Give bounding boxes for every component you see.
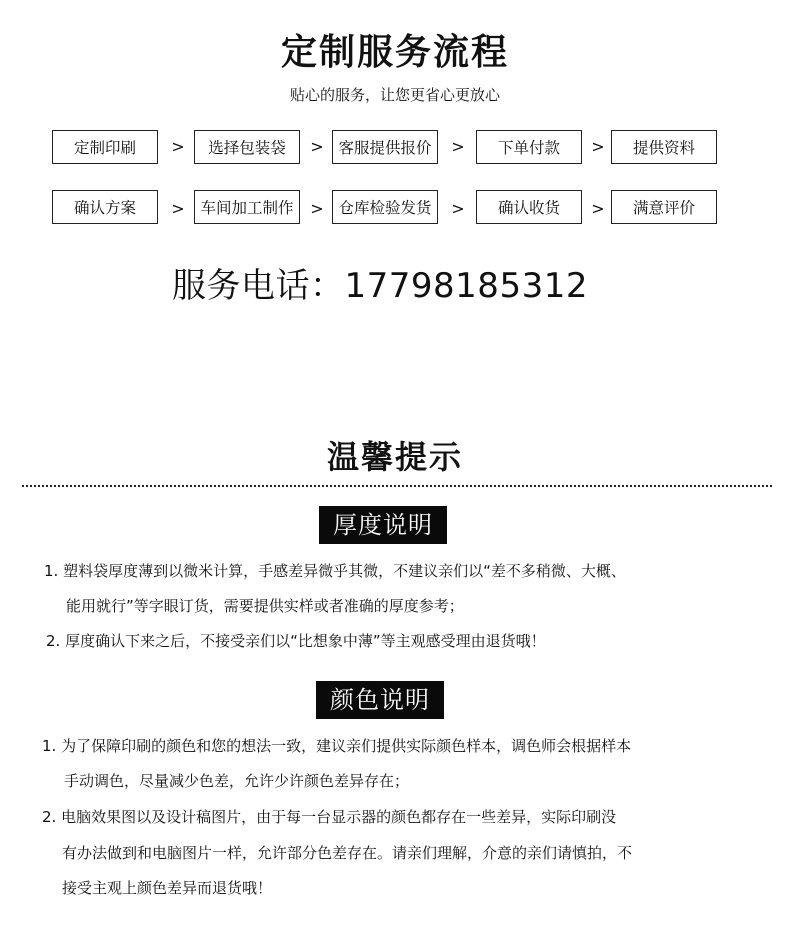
arrow-icon: > <box>310 199 324 218</box>
step-quote: 客服提供报价 <box>332 130 438 164</box>
color-item-2-line-2: 有办法做到和电脑图片一样，允许部分色差存在。请亲们理解，介意的亲们请慎拍，不 <box>62 844 633 862</box>
thickness-item-1-line-1: 1. 塑料袋厚度薄到以微米计算，手感差异微乎其微，不建议亲们以“差不多稍微、大概、 <box>44 562 626 580</box>
color-item-1-line-1: 1. 为了保障印刷的颜色和您的想法一致，建议亲们提供实际颜色样本，调色师会根据样本 <box>42 737 632 755</box>
page-subtitle: 贴心的服务，让您更省心更放心 <box>289 86 500 104</box>
dotted-divider <box>22 485 772 487</box>
step-production: 车间加工制作 <box>194 190 300 224</box>
color-item-2-line-3: 接受主观上颜色差异而退货哦！ <box>62 879 273 897</box>
step-choose-bag: 选择包装袋 <box>194 130 300 164</box>
color-item-1-line-2: 手动调色，尽量减少色差，允许少许颜色差异存在； <box>64 772 410 790</box>
service-phone: 服务电话：17798185312 <box>172 266 588 306</box>
color-item-2-line-1: 2. 电脑效果图以及设计稿图片，由于每一台显示器的颜色都存在一些差异，实际印刷没 <box>42 808 617 826</box>
arrow-icon: > <box>591 137 605 156</box>
color-heading: 颜色说明 <box>316 681 444 719</box>
page-title: 定制服务流程 <box>280 32 509 73</box>
step-confirm-receipt: 确认收货 <box>476 190 582 224</box>
step-order-pay: 下单付款 <box>476 130 582 164</box>
thickness-item-1-line-2: 能用就行”等字眼订货，需要提供实样或者准确的厚度参考； <box>66 597 464 615</box>
step-confirm-plan: 确认方案 <box>52 190 158 224</box>
arrow-icon: > <box>171 199 185 218</box>
step-inspect-ship: 仓库检验发货 <box>332 190 438 224</box>
arrow-icon: > <box>171 137 185 156</box>
step-custom-print: 定制印刷 <box>52 130 158 164</box>
thickness-item-2-line-1: 2. 厚度确认下来之后，不接受亲们以“比想象中薄”等主观感受理由退货哦！ <box>46 632 546 650</box>
step-provide-files: 提供资料 <box>611 130 717 164</box>
arrow-icon: > <box>310 137 324 156</box>
arrow-icon: > <box>451 199 465 218</box>
arrow-icon: > <box>591 199 605 218</box>
arrow-icon: > <box>451 137 465 156</box>
thickness-heading: 厚度说明 <box>319 506 447 544</box>
step-review: 满意评价 <box>611 190 717 224</box>
tips-title: 温馨提示 <box>326 438 463 476</box>
